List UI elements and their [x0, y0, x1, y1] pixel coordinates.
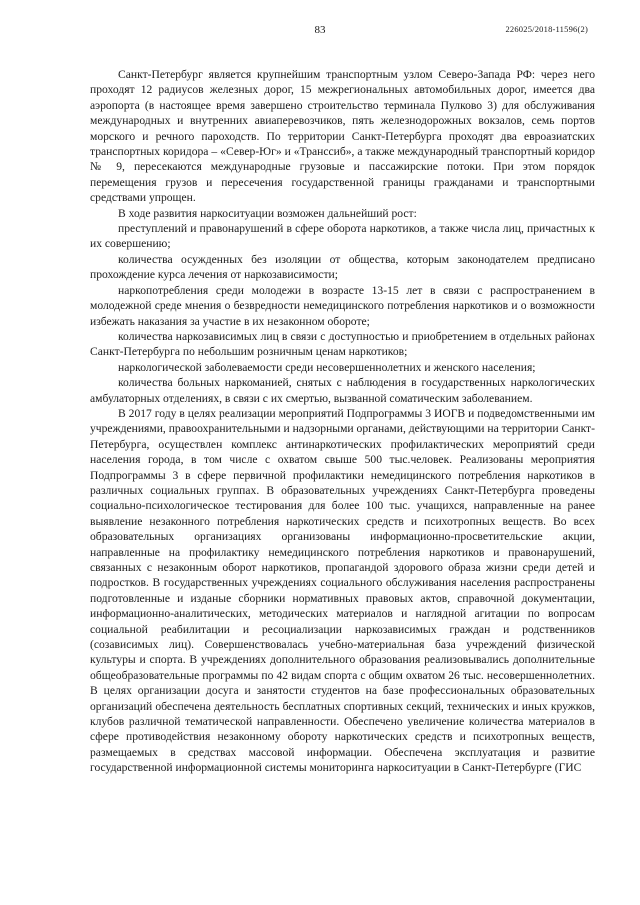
document-id: 226025/2018-11596(2): [505, 24, 588, 34]
paragraph-growth-patients: количества больных наркоманией, снятых с наблюдения в государственных наркологических амбулаторных отделениях, в связи с их смертью, вызванной соматическим заболеванием.: [90, 376, 595, 405]
paragraph-growth-convicted: количества осужденных без изоляции от общества, которым законодателем предписано прохождение курса лечения от наркозависимости;: [90, 252, 595, 282]
paragraph-growth-offenses: преступлений и правонарушений в сфере оборота наркотиков, а также числа лиц, причастных к их совершению;: [90, 222, 595, 251]
paragraph-growth-morbidity: наркологической заболеваемости среди несовершеннолетних и женского населения;: [118, 360, 536, 374]
paragraph-growth-intro: В ходе развития наркоситуации возможен дальнейший рост:: [118, 206, 417, 220]
paragraph-growth-youth: наркопотребления среди молодежи в возрасте 13-15 лет в связи с распространением в молодежной среде мнения о безвредности немедицинского потребления наркотиков и о возможности избежать наказания за участие в их незаконном обороте;: [90, 283, 595, 328]
paragraph-growth-addicted: количества наркозависимых лиц в связи с доступностью и приобретением в отдельных районах Санкт-Петербурга по небольшим розничным ценам наркотиков;: [90, 329, 595, 359]
paragraph-transport-hub: Санкт-Петербург является крупнейшим транспортным узлом Северо-Запада РФ: через него проходят 12 радиусов железных дорог, 15 межрегиональных автомобильных дорог, имеется два аэропорта (в настоящее время завершено строительство терминала Пулково 3) для обслуживания международных и внутренних авиаперевозчиков, пять железнодорожных вокзалов, семь портов морского и речного пароходств. По территории Санкт-Петербурга проходят два евроазиатских транспортных коридора – «Север-Юг» и «Транссиб», а также международный транспортный коридор № 9, пересекаются международные грузовые и пассажирские потоки. При этом порядок перемещения грузов и пересечения государственной границы гражданами и транспортными средствами упрощен.: [90, 68, 595, 205]
body-text: [90, 67, 595, 776]
page-number: 83: [314, 24, 326, 36]
paragraph-2017-measures: В 2017 году в целях реализации мероприятий Подпрограммы 3 ИОГВ и подведомственными им учреждениями, правоохранительными и надзорными органами, действующими на территории Санкт-Петербурга, осуществлен комплекс антинаркотических профилактических мероприятий среди населения города, в том числе с охватом свыше 500 тыс.человек. Реализованы мероприятия Подпрограммы 3 в сфере первичной профилактики немедицинского потребления наркотиков в различных социальных группах. В образовательных учреждениях Санкт-Петербурга проведены социально-психологическое тестирования для более 100 тыс. учащихся, направленные на ранее выявление незаконного потребления наркотических средств и психотропных веществ. Во всех образовательных организациях организованы информационно-просветительские акции, направленные на профилактику немедицинского потребления наркотиков и правонарушений, связанных с незаконным оборот наркотиков, пропагандой здорового образа жизни среди детей и подростков. В государственных учреждениях социального обслуживания населения распространены подготовленные и изданые сборники нормативных правовых актов, справочной документации, информационно-аналитических, методических материалов и наглядной агитации по вопросам социальной реабилитации и ресоциализации наркозависимых граждан и родственников (созависимых лиц). Совершенствовалась учебно-материальная база учреждений физической культуры и спорта. В учреждениях дополнительного образования реализовывались дополнительные общеобразовательные программы по 42 видам спорта с общим охватом 26 тыс. несовершеннолетних. В целях организации досуга и занятости студентов на базе профессиональных образовательных организаций обеспечена деятельность бесплатных спортивных секций, технических и иных кружков, клубов различной тематической направленности. Обеспечено увеличение количества материалов в сфере противодействия незаконному обороту наркотических средств и психотропных веществ, размещаемых в средствах массовой информации. Обеспечена эксплуатация и развитие государственной информационной системы мониторинга наркоситуации в Санкт-Петербурге (ГИС: [90, 406, 595, 775]
